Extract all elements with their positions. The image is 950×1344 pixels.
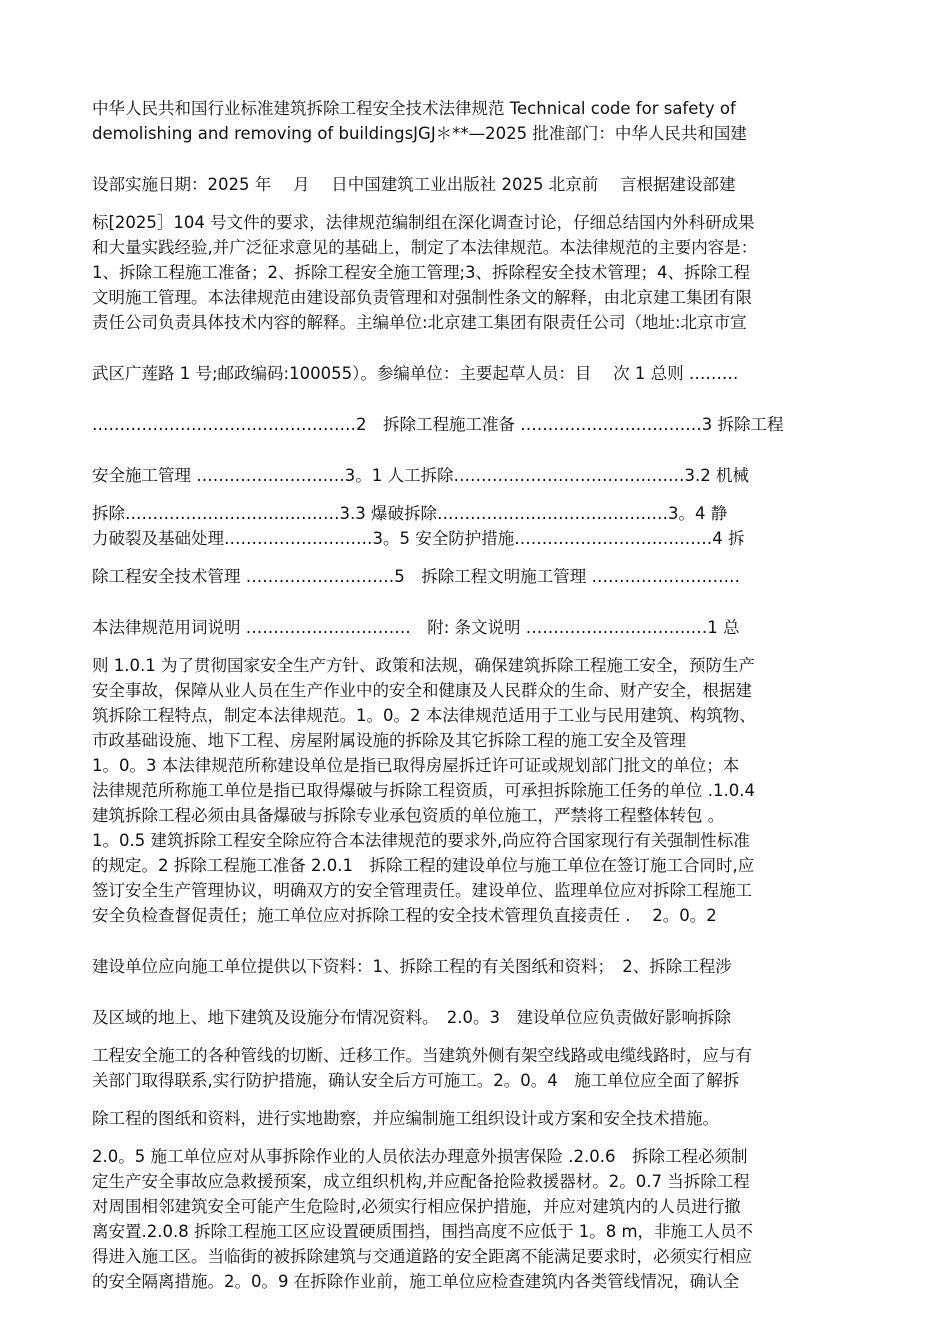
text-line: 对周围相邻建筑安全可能产生危险时,必须实行相应保护措施，并应对建筑内的人员进行撤 <box>92 1197 741 1216</box>
text-line: 文明施工管理。本法律规范由建设部负责管理和对强制性条文的解释，由北京建工集团有限 <box>92 288 752 307</box>
text-line: 签订安全生产管理协议，明确双方的安全管理责任。建设单位、监理单位应对拆除工程施工 <box>92 881 752 900</box>
text-line: 法律规范所称施工单位是指已取得爆破与拆除工程资质，可承担拆除施工任务的单位 .1.0.4 <box>92 781 755 800</box>
text-line: 安全事故，保障从业人员在生产作业中的安全和健康及人民群众的生命、财产安全，根据建 <box>92 681 752 700</box>
text-line: 本法律规范用词说明 ………………………… 附: 条文说明 ……………………………1 总 <box>92 618 740 637</box>
text-line: 的安全隔离措施。2。0。9 在拆除作业前，施工单位应检查建筑内各类管线情况，确认全 <box>92 1272 740 1291</box>
document-body <box>92 96 862 1319</box>
text-line: 建筑拆除工程必须由具备爆破与拆除专业承包资质的单位施工，严禁将工程整体转包 。 <box>92 806 725 825</box>
text-line: 和大量实践经验,并广泛征求意见的基础上，制定了本法律规范。本法律规范的主要内容是： <box>92 238 758 257</box>
text-line: 定生产安全事故应急救援预案，成立组织机构,并应配备抢险救援器材。2。0.7 当拆除工程 <box>92 1172 750 1191</box>
text-line: 1。0。3 本法律规范所称建设单位是指已取得房屋拆迁许可证或规划部门批文的单位；本 <box>92 756 740 775</box>
text-line: 2.0。5 施工单位应对从事拆除作业的人员依法办理意外损害保险 .2.0.6 拆除工程必须制 <box>92 1147 748 1166</box>
text-line: 拆除…………………………………3.3 爆破拆除……………………………………3。4 静 <box>92 504 728 523</box>
text-line: 及区域的地上、地下建筑及设施分布情况资料。 2.0。3 建设单位应负责做好影响拆除 <box>92 1008 731 1027</box>
text-line: 安全负检查督促责任；施工单位应对拆除工程的安全技术管理负直接责任 . 2。0。2 <box>92 906 717 925</box>
text-line: 除工程的图纸和资料，进行实地勘察，并应编制施工组织设计或方案和安全技术措施。 <box>92 1109 719 1128</box>
text-line: 1。0.5 建筑拆除工程安全除应符合本法律规范的要求外,尚应符合国家现行有关强制性标准 <box>92 831 750 850</box>
text-line: 建设单位应向施工单位提供以下资料：1、拆除工程的有关图纸和资料； 2、拆除工程涉 <box>92 957 732 976</box>
text-line: 标[2025］104 号文件的要求，法律规范编制组在深化调查讨论，仔细总结国内外科研成果 <box>92 213 755 232</box>
text-line: 除工程安全技术管理 ………………………5 拆除工程文明施工管理 ……………………… <box>92 567 740 586</box>
text-line: demolishing and removing of buildingsJGJ＊**—2025 批准部门：中华人民共和国建 <box>92 124 747 143</box>
text-line: 安全施工管理 ………………………3。1 人工拆除……………………………………3.2 机械 <box>92 466 749 485</box>
text-line: 责任公司负责具体技术内容的解释。主编单位:北京建工集团有限责任公司（地址:北京市宣 <box>92 313 747 332</box>
text-line: 离安置.2.0.8 拆除工程施工区应设置硬质围挡，围挡高度不应低于 1。8 m，非施工人员不 <box>92 1222 754 1241</box>
text-line: 1、拆除工程施工准备；2、拆除工程安全施工管理;3、拆除程安全技术管理；4、拆除工程 <box>92 263 751 282</box>
text-line: 工程安全施工的各种管线的切断、迁移工作。当建筑外侧有架空线路或电缆线路时，应与有 <box>92 1046 752 1065</box>
text-line: 筑拆除工程特点，制定本法律规范。1。0。2 本法律规范适用于工业与民用建筑、构筑物、 <box>92 706 756 725</box>
text-line: 市政基础设施、地下工程、房屋附属设施的拆除及其它拆除工程的施工安全及管理 <box>92 731 686 750</box>
text-line: 则 1.0.1 为了贯彻国家安全生产方针、政策和法规，确保建筑拆除工程施工安全，预防生产 <box>92 656 755 675</box>
text-line: 武区广莲路 1 号;邮政编码:100055）。参编单位：主要起草人员：目 次 1 总则 ……… <box>92 364 739 383</box>
text-line: 得进入施工区。当临街的被拆除建筑与交通道路的安全距离不能满足要求时，必须实行相应 <box>92 1247 752 1266</box>
text-line: 关部门取得联系,实行防护措施，确认安全后方可施工。2。0。4 施工单位应全面了解拆 <box>92 1071 740 1090</box>
text-line: 的规定。2 拆除工程施工准备 2.0.1 拆除工程的建设单位与施工单位在签订施工合同时,应 <box>92 856 755 875</box>
text-line: 中华人民共和国行业标准建筑拆除工程安全技术法律规范 Technical code for safety of <box>92 99 736 118</box>
text-line: 设部实施日期：2025 年 月 日中国建筑工业出版社 2025 北京前 言根据建设部建 <box>92 175 736 194</box>
text-line: 力破裂及基础处理………………………3。5 安全防护措施………………………………4 拆 <box>92 529 745 548</box>
text-line: …………………………………………2 拆除工程施工准备 ……………………………3 拆除工程 <box>92 415 784 434</box>
text-line <box>92 1294 862 1319</box>
